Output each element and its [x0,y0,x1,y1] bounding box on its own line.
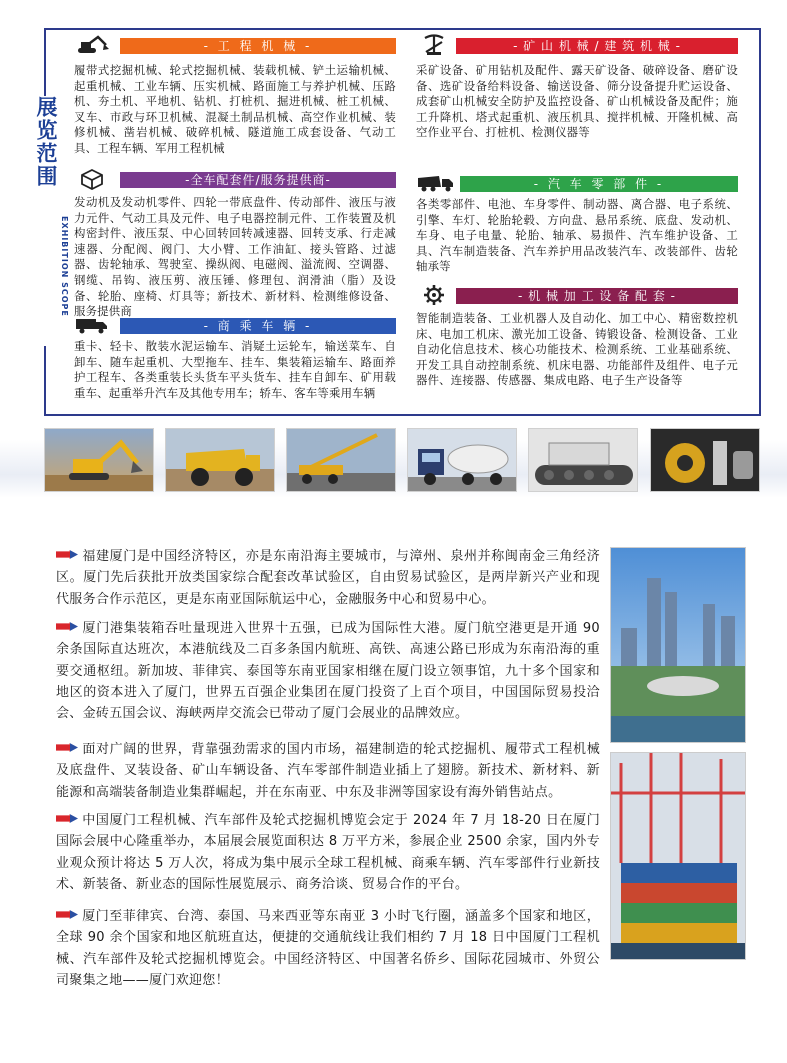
paragraph-text: 面对广阔的世界，背靠强劲需求的国内市场，福建制造的轮式挖掘机、履带式工程机械及底盘件、叉装设备、矿山车辆设备、汽车零部件制造业插上了翅膀。新技术、新材料、新能源和高端装备制造业集群崛起，并在东南亚、中东及非洲等国家设有海外销售站点。 [56,742,600,800]
section-engineering-title: - 工 程 机 械 - [120,38,396,54]
paragraph-text: 厦门港集装箱吞吐量现进入世界十五强，已成为国际性大港。厦门航空港更是开通 90 余条国际直达班次，本港航线及二百多条国内航班、高铁、高速公路已形成为东南沿海的重要交通枢纽。新加坡、菲律宾、泰国等东南亚国家相继在厦门设立领事馆，九十多个国家和地区的资本进入了厦门，世界五百强企业集团在厦门投资了上百个项目，中国国际贸易投洽会、金砖五国会议、海峡两岸交流会已带动了厦门会展业的品牌效应。 [56,621,600,722]
side-label-en: EXHIBITION SCOPE [60,216,69,317]
section-commercial-body: 重卡、轻卡、散装水泥运输车、消疑土运轮车，输送菜车、自卸车、随车起重机、大型拖车、挂车、集装箱运输车、路面养护工程车、各类重装长头货车平头货车、挂车自卸车、矿用载重车、起重举升汽车及其他专用车；轿车、客车等乘用车辆 [74,339,396,400]
section-mining-body: 采矿设备、矿用钻机及配件、露天矿设备、破碎设备、磨矿设备、选矿设备给料设备、输送设备、筛分设备提升贮运设备、成套矿山机械安全防护及监控设备、矿山机械设备及配件；施工升降机、塔式起重机、液压机具、搅拌机械、开隆机械、高空作业平台、打桩机、检测仪器等 [416,63,738,140]
cement-truck-photo [407,428,517,492]
paragraph-port [56,618,600,724]
container-port-photo [610,752,746,960]
section-machining-title: - 机 械 加 工 设 备 配 套 - [456,288,738,304]
crawler-photo [528,428,638,492]
arrow-bullet-icon [56,550,78,559]
box-icon [74,168,110,190]
arrow-bullet-icon [56,622,78,631]
side-label-cn: 展览范围 [34,96,58,188]
section-mining-title: - 矿 山 机 械 / 建 筑 机 械 - [456,38,738,54]
dump-truck-icon [416,172,456,194]
machine-parts-photo [650,428,760,492]
section-chassis-title: -全车配套件/服务提供商- [120,172,396,188]
section-auto-parts-title: - 汽 车 零 部 件 - [460,176,738,192]
exhibition-scope-label [30,96,69,346]
truck-icon [74,314,110,336]
arrow-bullet-icon [56,743,78,752]
crane-photo [286,428,396,492]
section-auto-parts-body: 各类零部件、电池、车身零件、制动器、离合器、电子系统、引擎、车灯、轮胎轮毂、方向盘、悬吊系统、底盘、发动机、车身、电子电量、轮胎、轴承、易损件、汽车维护设备、工具、汽车制造装备、汽车养护用品改装汽车、改装部件、齿轮轴承等 [416,197,738,274]
exhibition-scope-panel [44,28,761,416]
section-chassis-body: 发动机及发动机零件、四轮一带底盘件、传动部件、液压与液力元件、气动工具及元件、电子电器控制元件、工作装置及机构密封件、液压泵、中心回转回转减速器、回转支承、行走减速器、分配阀、阀门、大小臂、工作油缸、接头管路、过滤器、齿轮轴承、驾驶室、操纵阀、电磁阀、溢流阀、空调器、钢缆、吊钩、液压剪、液压锤、修理包、润滑油（脂）及设备、轮胎、座椅、灯具等；新技术、新材料、检测维修设备、服务提供商 [74,195,396,319]
excavator-photo [44,428,154,492]
section-engineering-body: 履带式挖掘机械、轮式挖掘机械、装载机械、铲土运输机械、起重机械、工业车辆、压实机械、路面施工与养护机械、压路机、夯土机、平地机、钻机、打桩机、掘进机械、桩工机械、叉车、市政与环卫机械、混凝土制品机械、高空作业机械、装修机械、凿岩机械、破碎机械、隧道施工成套设备、气动工具、工程车辆、军用工程机械 [74,63,396,155]
section-machining-body: 智能制造装备、工业机器人及自动化、加工中心、精密数控机床、电加工机床、激光加工设备、铸锻设备、检测设备、工业自动化信息技术、核心功能技术、检测系统、工业基础系统、开发工具自动控制系统、机床电器、功能部件及组件、电子元器件、连接器、传感器、集成电路、电子生产设备等 [416,311,738,388]
paragraph-text: 厦门至菲律宾、台湾、泰国、马来西亚等东南亚 3 小时飞行圈，涵盖多个国家和地区，全球 90 余个国家和地区航班直达，便捷的交通航线让我们相约 7 月 18 日中国厦门工程机械、汽车部件及轮式挖掘机博览会。中国经济特区、中国著名侨乡、国际花园城市、外贸公司聚集之地——厦门欢迎您！ [56,909,600,988]
paragraph-xiamen-intro [56,546,600,610]
paragraph-market [56,739,600,803]
paragraph-text: 福建厦门是中国经济特区，亦是东南沿海主要城市，与漳州、泉州并称闽南金三角经济区。厦门先后获批开放类国家综合配套改革试验区，自由贸易试验区，是两岸新兴产业和现代服务合作示范区，更是东南亚国际航运中心，金融服务中心和贸易中心。 [56,549,600,607]
gear-icon [416,284,452,306]
excavator-icon [74,34,110,56]
xiamen-skyline-photo [610,547,746,743]
mining-tools-icon [416,34,452,56]
mining-truck-photo [165,428,275,492]
arrow-bullet-icon [56,814,78,823]
paragraph-welcome [56,906,600,991]
section-commercial-title: - 商 乘 车 辆 - [120,318,396,334]
paragraph-expo [56,810,600,895]
photo-strip [44,428,761,494]
paragraph-text: 中国厦门工程机械、汽车部件及轮式挖掘机博览会定于 2024 年 7 月 18-20 日在厦门国际会展中心隆重举办，本届展会展览面积达 8 万平方米，参展企业 2500 余家，国内外专业观众预计将达 5 万人次，将成为集中展示全球工程机械、商乘车辆、汽车零部件行业新技术、新装备、新业态的国际性展览展示、商务洽谈、贸易合作的平台。 [56,813,600,892]
arrow-bullet-icon [56,910,78,919]
